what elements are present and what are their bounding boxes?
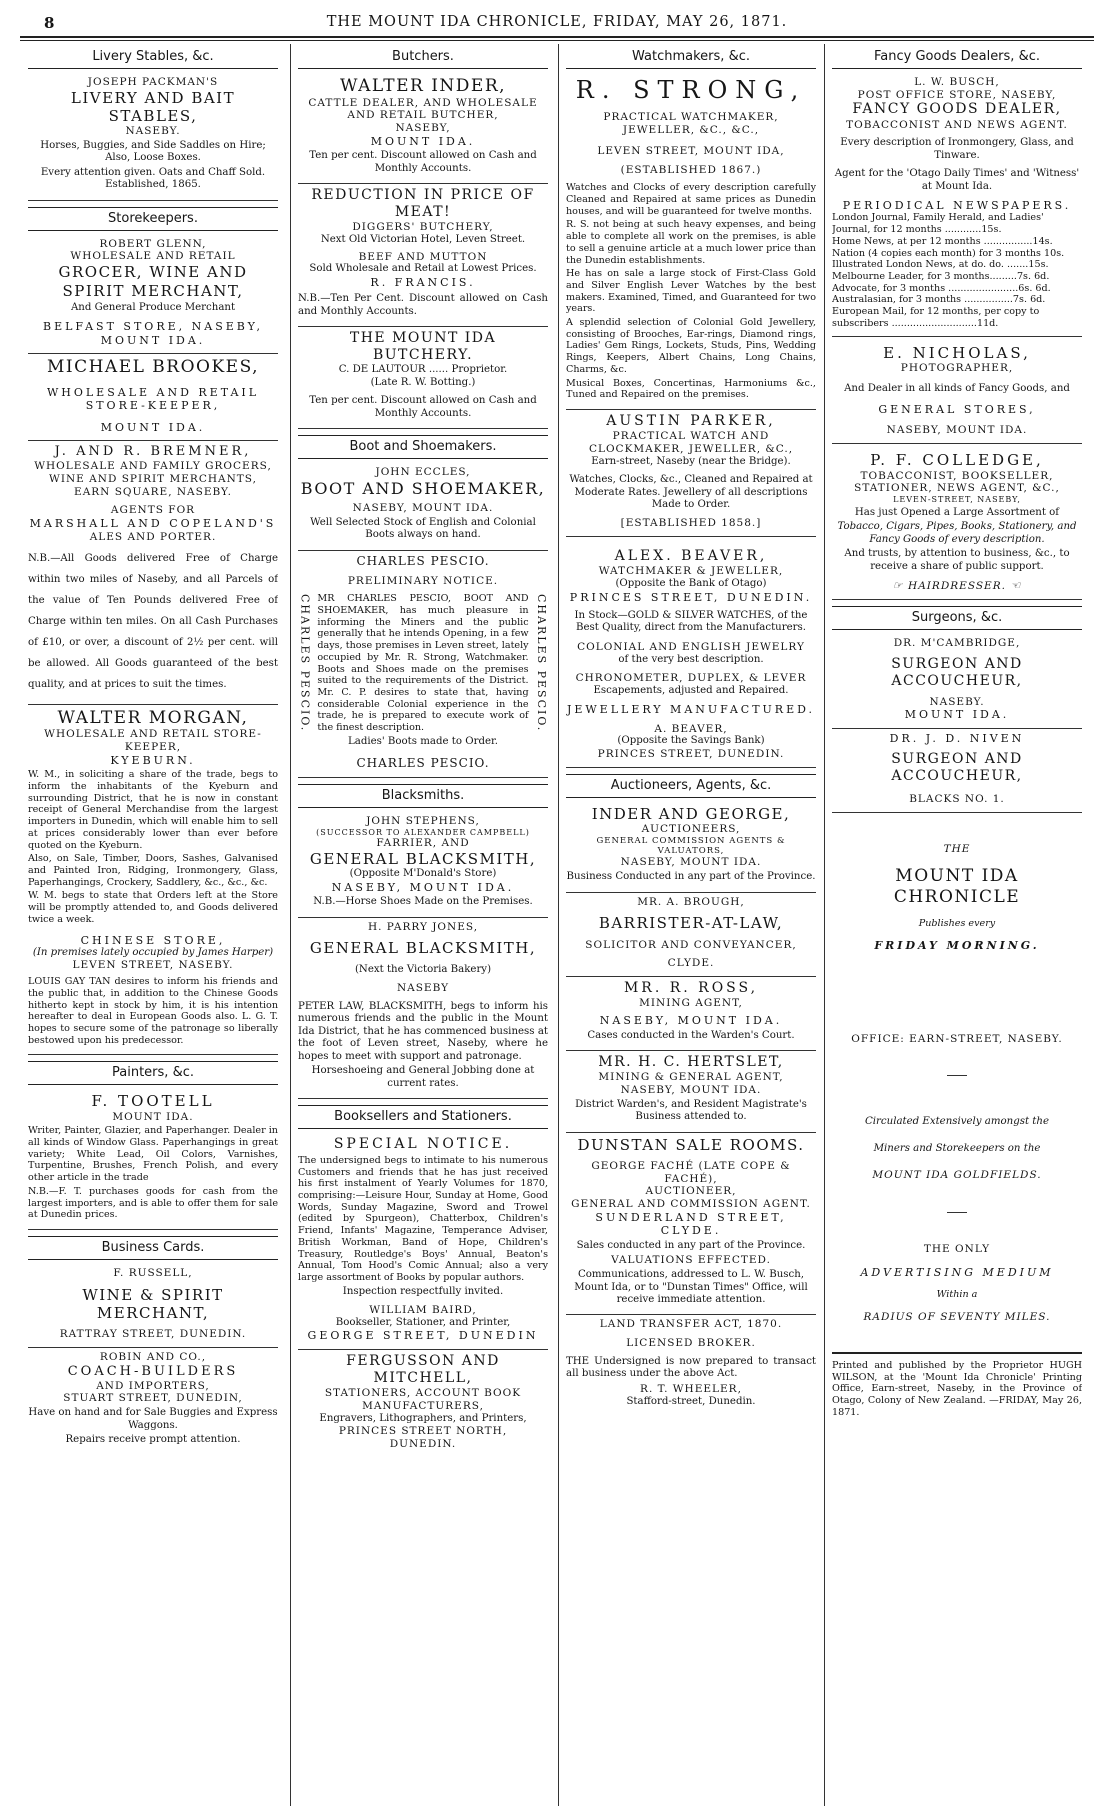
ad-body: District Warden's, and Resident Magistrate's Business attended to. [575,1098,807,1123]
section-heading-painters: Painters, &c. [28,1061,278,1085]
ad-place2: MOUNT IDA. [904,708,1010,722]
ad-city: DUNEDIN. [389,1437,457,1450]
ad-body: Musical Boxes, Concertinas, Harmoniums &c., Tuned and Repaired on the premises. [566,377,816,401]
column-divider [290,44,291,1806]
section-heading-butchers: Butchers. [298,46,548,69]
ad-sub2: FARRIER, AND [376,837,470,850]
chronicle-circ3: MOUNT IDA GOLDFIELDS. [872,1169,1042,1182]
masthead-rule [20,36,1094,38]
ad-place: KYEBURN. [110,753,196,767]
ad-russell [28,1264,278,1348]
price-list-item: London Journal, Family Herald, and Ladies' Journal, for 12 months ............15s. [832,212,1044,236]
ad-line: Escapements, adjusted and Repaired. [593,684,789,696]
ad-place: NASEBY, MOUNT IDA. [620,856,762,869]
ad-place: BLACKS NO. 1. [909,793,1005,806]
ad-est: (ESTABLISHED 1867.) [620,163,762,176]
ad-name: MR. H. C. HERTSLET, [598,1054,784,1070]
price-list-item: Advocate, for 3 months .......................6s. 6d. [832,282,1051,294]
ad-place: NASEBY, MOUNT IDA. [886,424,1028,437]
column-1 [28,46,278,1806]
section-heading-booksellers: Booksellers and Stationers. [298,1105,548,1129]
ad-title: PRACTICAL WATCH AND CLOCKMAKER, JEWELLER, &C., [588,430,794,455]
ad-title: BARRISTER-AT-LAW, [598,914,784,933]
ad-address: Earn-street, Naseby (near the Bridge). [591,455,791,467]
ad-strong [566,73,816,410]
section-heading-storekeepers: Storekeepers. [28,207,278,231]
ad-name: L. W. BUSCH, [914,75,1000,88]
price-list-item: Nation (4 copies each month) for 3 months 10s. [832,247,1065,259]
ad-address: GEORGE STREET, DUNEDIN [307,1329,539,1343]
ad-invite: Inspection respectfully invited. [342,1285,504,1297]
ad-niven [832,729,1082,813]
ad-body: Well Selected Stock of English and Colonial Boots always on hand. [310,517,536,541]
ad-val: VALUATIONS EFFECTED. [611,1254,771,1267]
masthead-title: THE MOUNT IDA CHRONICLE, FRIDAY, MAY 26, 1871. [326,14,788,30]
section-heading-blacksmiths: Blacksmiths. [298,784,548,808]
ad-goods: Tobacco, Cigars, Pipes, Books, Stationery, and Fancy Goods of every description. [837,521,1077,545]
column-3 [566,46,816,1806]
ad-body: W. M., in soliciting a share of the trade, begs to inform the inhabitants of the Kyeburn and surrounding District, that he is now in constant receipt of General Merchandise from the largest importers in Dunedin, which will enable him to sell at prices considerably lower than ever before quoted on the Kyeburn. [28,769,278,851]
ad-name: AUSTIN PARKER, [606,412,776,429]
ad-body: W. M. begs to state that Orders left at the Store will be promptly attended to, and Goods delivered twice a week. [28,890,278,925]
ad-title: THE MOUNT IDA BUTCHERY. [349,330,497,364]
ad-title: PRACTICAL WATCHMAKER, JEWELLER, &C., &C., [603,111,779,136]
ad-body: MR CHARLES PESCIO, BOOT AND SHOEMAKER, has much pleasure in informing the Miners and the public generally that he intends Opening, in a few days, those premises in Leven street, lately occupied by Mr. R. Strong, Watchmaker. Boots and Shoes made on the premises suited to the requirements of the District. Mr. C. P. desires to state that, having considerable Colonial experience in the trade, he is prepared to execute work of the finest description. [317,593,529,734]
ad-place: NASEBY. [929,695,985,708]
ad-name: MR. A. BROUGH, [637,895,745,908]
ad-name: DIGGERS' BUTCHERY, [352,221,494,234]
ad-brough [566,893,816,978]
ad-name: INDER AND GEORGE, [591,804,791,823]
price-list [832,212,1082,329]
short-rule [947,1212,967,1213]
ad-body: Watches and Clocks of every description carefully Cleaned and Repaired at same prices as Dunedin houses, and will be guaranteed for twelve months. [566,182,816,217]
chronicle-pub: Publishes every [918,917,996,929]
ad-name: F. RUSSELL, [113,1266,193,1279]
ad-stores: GENERAL STORES, [878,403,1036,417]
ad-store-body: LOUIS GAY TAN desires to inform his friends and the public that, in addition to the Chinese Goods hitherto kept in stock by him, it is his intention hereafter to deal in European Goods also. L. G. T. hopes to secure some of the patronage so liberally bestowed upon his predecessor. [28,976,278,1046]
ad-name: H. PARRY JONES, [367,920,479,933]
ad-act: LAND TRANSFER ACT, 1870. [599,1318,783,1331]
ad-name: JOSEPH PACKMAN'S [87,75,219,88]
ad-address: (Next the Victoria Bakery) [354,963,492,975]
page-number: 8 [44,14,55,32]
ad-place: MOUNT IDA. [112,1110,194,1123]
ad-title: STATIONERS, ACCOUNT BOOK MANUFACTURERS, [324,1386,522,1412]
ad-body: Have on hand and for Sale Buggies and Express Waggons. [28,1407,278,1431]
ad-title: WATCHMAKER & JEWELLER, [598,565,784,578]
ad-name: CHARLES PESCIO. [356,553,490,568]
ad-title: MINING AGENT, [639,997,743,1010]
ad-stephens [298,812,548,918]
short-rule [947,1075,967,1076]
ad-title: WHOLESALE AND FAMILY GROCERS, WINE AND SPIRIT MERCHANTS, [34,459,272,485]
ad-broker: LICENSED BROKER. [626,1337,756,1350]
ad-name: WILLIAM BAIRD, [369,1304,477,1317]
ad-sub: (SUCCESSOR TO ALEXANDER CAMPBELL) [316,827,530,837]
ad-sub: TOBACCONIST AND NEWS AGENT. [846,118,1068,131]
ad-name: R. T. WHEELER, [640,1382,742,1395]
ad-sign: R. FRANCIS. [370,275,476,289]
ad-inder [298,73,548,184]
hand-pointer-icon: ☞ [892,579,909,593]
ad-title: DUNSTAN SALE ROOMS. [577,1135,805,1154]
ad-title: WHOLESALE AND RETAIL STORE-KEEPER, [44,728,262,754]
ad-firm: MARSHALL AND COPELAND'S [29,517,277,531]
ad-title: FANCY GOODS DEALER, [852,101,1062,118]
ad-body: Has just Opened a Large Assortment of [854,506,1060,518]
ad-body: Business Conducted in any part of the Province. [566,871,816,883]
ad-sub: BEEF AND MUTTON [358,250,488,263]
ad-place: NASEBY, MOUNT IDA. [331,880,515,894]
ad-store-sub: (In premises lately occupied by James Harper) [32,946,274,958]
chronicle-office: OFFICE: EARN-STREET, NASEBY. [851,1032,1063,1045]
ad-body: Ten per cent. Discount allowed on Cash and Monthly Accounts. [309,395,537,419]
ad-name: ROBIN AND CO., [99,1351,207,1363]
ad-body: PETER LAW, BLACKSMITH, begs to inform his numerous friends and the public in the Mount Ida District, that he has commenced business at the foot of Leven street, Naseby, where he hopes to meet with support and patronage. [298,1000,548,1062]
ad-body: N.B.—F. T. purchases goods for cash from the largest importers, and is able to offer them for sale at Dunedin prices. [28,1185,278,1221]
chronicle-name: MOUNT IDA CHRONICLE [893,866,1021,907]
ad-parker [566,410,816,537]
ad-packman [28,73,278,201]
ad-address: SUNDERLAND STREET, [595,1211,787,1225]
ad-address: RATTRAY STREET, DUNEDIN. [59,1328,247,1341]
ad-body: R. S. not being at such heavy expenses, and being able to complete all work on the premises, is able to sell a genuine article at a much lower price than the Dunedin establishments. [566,219,816,266]
chronicle-adv: ADVERTISING MEDIUM [860,1265,1054,1279]
ad-opp: (Opposite the Bank of Otago) [615,578,767,590]
ad-address: LEVEN-STREET, NASEBY, [893,495,1021,505]
ad-title: TOBACCONIST, BOOKSELLER, STATIONER, NEWS AGENT, &C., [854,469,1060,495]
ad-agents: AGENTS FOR [110,504,196,517]
ad-name: FERGUSSON AND MITCHELL, [346,1352,500,1386]
ad-side-label: CHARLES PESCIO. [298,594,312,733]
ad-ales: ALES AND PORTER. [89,530,217,543]
section-heading-business: Business Cards. [28,1236,278,1260]
ad-title: SURGEON AND ACCOUCHEUR, [891,655,1023,689]
ad-sub: GENERAL COMMISSION AGENTS & VALUATORS, [596,835,786,856]
ad-name: DR. M'CAMBRIDGE, [893,636,1021,649]
ad-name: WALTER MORGAN, [57,707,249,728]
ad-title: PHOTOGRAPHER, [900,361,1014,374]
chronicle-within: Within a [936,1289,978,1301]
column-divider [824,44,825,1806]
ad-name: E. NICHOLAS, [883,343,1031,362]
ad-name: J. AND R. BREMNER, [54,444,252,460]
ad-glenn [28,235,278,354]
ad-place2: MOUNT IDA. [370,134,476,148]
price-list-item: Illustrated London News, at do. do. .......15s. [832,259,1049,271]
ad-place: NASEBY, MOUNT IDA. [599,1014,783,1028]
ad-sub: SOLICITOR AND CONVEYANCER, [585,938,797,951]
ad-name: ROBERT GLENN, [99,237,207,250]
hand-pointer-icon: ☜ [1005,579,1022,593]
ad-name: WALTER INDER, [339,75,507,96]
ad-reduction [298,184,548,327]
ad-body: Engravers, Lithographers, and Printers, [319,1412,527,1424]
masthead-rule-thin [20,40,1094,41]
ad-ross [566,977,816,1051]
ad-place: NASEBY. [125,125,181,138]
ad-body: And General Produce Merchant [70,301,236,313]
section-heading-auctioneers: Auctioneers, Agents, &c. [566,774,816,798]
ad-body: And Dealer in all kinds of Fancy Goods, and [844,382,1070,394]
ad-hertslet [566,1051,816,1133]
ad-name: MICHAEL BROOKES, [46,357,260,378]
ad-subtitle: WHOLESALE AND RETAIL [70,250,236,263]
ad-name: ALEX. BEAVER, [614,548,768,565]
ad-agent: Agent for the 'Otago Daily Times' and 'Witness' at Mount Ida. [834,168,1080,192]
ad-name: C. DE LAUTOUR ...... Proprietor. [338,364,508,376]
ad-place: MOUNT IDA. [100,420,206,434]
ad-sub: AND IMPORTERS, [96,1379,210,1392]
ad-name: MR. R. ROSS, [623,980,759,997]
ad-place: NASEBY, MOUNT IDA. [620,1083,762,1096]
ad-robin [28,1348,278,1455]
ad-title: WHOLESALE AND RETAIL STORE-KEEPER, [46,385,260,413]
column-divider [558,44,559,1806]
ad-body: Every attention given. Oats and Chaff Sold. Established, 1865. [40,166,266,191]
ad-inder-george [566,802,816,893]
ad-address: LEVEN STREET, MOUNT IDA, [597,144,785,157]
ad-sign3: PRINCES STREET, DUNEDIN. [597,747,785,760]
ad-body: N.B.—All Goods delivered Free of Charge within two miles of Naseby, and all Parcels of the value of Ten Pounds delivered Free of Charge within ten miles. On all Cash Purchases of £10, or over, a discount of 2½ per cent. will be allowed. All Goods guaranteed of the best quality, and at prices to suit the times. [28,553,278,690]
ad-body: Watches, Clocks, &c., Cleaned and Repaired at Moderate Rates. Jewellery of all descriptions Made to Order. [569,474,813,510]
ad-fergusson [298,1350,548,1457]
ad-title: MINING & GENERAL AGENT, [598,1071,784,1084]
section-heading-boot: Boot and Shoemakers. [298,435,548,459]
ad-body: Every description of Ironmongery, Glass, and Tinware. [840,137,1074,161]
section-heading-livery: Livery Stables, &c. [28,46,278,69]
ad-dunstan [566,1133,816,1316]
ad-address: PRINCES STREET NORTH, [338,1424,508,1437]
ad-title: GENERAL BLACKSMITH, [309,939,537,958]
ad-body: Horses, Buggies, and Side Saddles on Hire; Also, Loose Boxes. [40,140,266,164]
ad-nicholas [832,337,1082,445]
ad-mcambridge [832,634,1082,729]
ad-body: Horseshoeing and General Jobbing done at current rates. [311,1065,535,1089]
ad-place: NASEBY, [395,122,451,135]
ad-sign: CHARLES PESCIO. [356,756,490,771]
masthead [20,10,1094,34]
ad-name: DR. J. D. NIVEN [889,731,1025,745]
ad-address: Next Old Victorian Hotel, Leven Street. [320,234,526,246]
price-list-item: Australasian, for 3 months ................7s. 6d. [832,294,1046,306]
ad-baird [298,1133,548,1350]
ad-store-addr: LEVEN STREET, NASEBY. [72,959,234,972]
ad-sub: Bookseller, Stationer, and Printer, [335,1316,511,1328]
hairdresser-label: HAIRDRESSER. [908,580,1006,593]
ad-body: Sales conducted in any part of the Province. [576,1239,806,1251]
section-heading-surgeons: Surgeons, &c. [832,606,1082,630]
section-heading-watchmakers: Watchmakers, &c. [566,46,816,69]
ad-mi-butchery [298,327,548,429]
ad-address: STUART STREET, DUNEDIN, [63,1392,243,1405]
ad-name: R. STRONG, [575,75,807,104]
ad-body: Also, on Sale, Timber, Doors, Sashes, Galvanised and Painted Iron, Ridging, Ironmongery, Glass, Paperhangings, Crockery, Saddlery, &c., &c., &c. [28,853,278,888]
ad-sub: GENERAL AND COMMISSION AGENT. [571,1198,811,1211]
ad-beaver [566,537,816,768]
ad-body: Writer, Painter, Glazier, and Paperhanger. Dealer in all kinds of Window Glass. Paperhangings in great variety; White Lead, Oil Colors, Varnishes, Turpentine, Brushes, French Polish, and every other article in the trade [28,1125,278,1184]
ad-body: Sold Wholesale and Retail at Lowest Prices. [309,263,537,275]
ad-line: of the very best description. [618,653,764,665]
ad-colledge [832,444,1082,600]
ad-body: The undersigned begs to intimate to his numerous Customers and friends that he has just received his first instalment of Yearly Volumes for 1870, comprising:—Leisure Hour, Sunday at Home, Good Words, Sunday Magazine, Sword and Trowel (edited by Spurgeon), Chatterbox, Children's Friend, Infants' Magazine, Temperance Adviser, British Workman, Band of Hope, Children's Treasury, Routledge's Boys' Annual, Beaton's Annual, Tom Hood's Comic Annual; also a very large assortment of Books by popular authors. [298,1154,548,1283]
ad-address: PRINCES STREET, DUNEDIN. [569,590,813,604]
ad-trust: And trusts, by attention to business, &c., to receive a share of public support. [844,548,1070,572]
ad-body: He has on sale a large stock of First-Class Gold and Silver English Lever Watches by the best makers. Examined, Timed, and Guaranteed for two years. [566,268,816,315]
ad-title: CATTLE DEALER, AND WHOLESALE AND RETAIL BUTCHER, [308,96,538,122]
ad-address: POST OFFICE STORE, NASEBY, [857,88,1057,101]
ad-place: NASEBY [396,982,450,995]
price-list-item: Melbourne Leader, for 3 months.........7s. 6d. [832,271,1050,282]
ad-busch [832,73,1082,337]
ad-sign: A. BEAVER, [654,722,728,735]
imprint-text: Printed and published by the Proprietor HUGH WILSON, at the 'Mount Ida Chronicle' Printing Office, Earn-street, Naseby, in the Province of Otago, Colony of New Zealand. —FRIDAY, May 26, 1871. [832,1359,1082,1418]
ad-sign2: (Opposite the Savings Bank) [617,735,765,747]
ad-periodicals: PERIODICAL NEWSPAPERS. [842,199,1072,213]
ad-tootell [28,1089,278,1230]
ad-name: JOHN ECCLES, [375,465,471,478]
ad-title: AUCTIONEERS, [641,822,741,835]
chronicle-circ2: Miners and Storekeepers on the [873,1142,1041,1154]
ad-name: F. TOOTELL [91,1092,215,1111]
ad-address: Stafford-street, Dunedin. [626,1395,756,1407]
ad-comm: Communications, addressed to L. W. Busch, Mount Ida, or to "Dunstan Times" Office, will receive immediate attention. [574,1269,808,1305]
ad-sub: (Late R. W. Botting.) [370,376,476,388]
ad-body: N.B.—Ten Per Cent. Discount allowed on Cash and Monthly Accounts. [298,293,548,317]
chronicle-only: THE ONLY [923,1243,991,1256]
ad-title: COACH-BUILDERS [67,1363,239,1379]
ad-address: EARN SQUARE, NASEBY. [74,485,232,498]
column-2 [298,46,548,1806]
ad-morgan [28,705,278,1056]
ad-line: JEWELLERY MANUFACTURED. [566,703,816,717]
ad-body: N.B.—Horse Shoes Made on the Premises. [313,896,533,908]
ad-side-label: CHARLES PESCIO. [535,594,548,733]
ad-title: SURGEON AND ACCOUCHEUR, [891,751,1023,785]
chronicle-the: THE [943,843,971,856]
column-4 [832,46,1082,1806]
ad-name: JOHN STEPHENS, [366,814,480,827]
chronicle-day: FRIDAY MORNING. [874,939,1040,953]
chronicle-radius: RADIUS OF SEVENTY MILES. [863,1311,1051,1323]
ad-title: SPECIAL NOTICE. [333,1135,513,1152]
ad-chronicle [832,813,1082,1330]
ad-title: REDUCTION IN PRICE OF MEAT! [311,187,535,221]
ad-address: BELFAST STORE, NASEBY, MOUNT IDA. [43,320,263,347]
ad-title: WINE & SPIRIT MERCHANT, [82,1285,224,1322]
ad-place: CLYDE. [667,957,715,970]
ad-body: A splendid selection of Colonial Gold Jewellery, consisting of Brooches, Ear-rings, Diamond rings, Ladies' Gem Rings, Lockets, Studs, Pins, Wedding Rings, Keepers, Albert Chains, Long Chains, Charms, &c. [566,317,816,375]
ad-eccles [298,463,548,551]
ad-name: P. F. COLLEDGE, [870,451,1044,470]
imprint [832,1352,1082,1419]
ad-body: Ladies' Boots made to Order. [348,735,498,747]
section-heading-fancy: Fancy Goods Dealers, &c. [832,46,1082,69]
ad-role: AUCTIONEER, [645,1185,737,1198]
ad-pescio [298,551,548,778]
ad-title: GROCER, WINE AND SPIRIT MERCHANT, [58,263,248,300]
price-list-item: European Mail, for 12 months, per copy to subscribers ............................11d. [832,306,1040,329]
ad-line: CHRONOMETER, DUPLEX, & LEVER [575,672,807,685]
ad-body: THE Undersigned is now prepared to transact all business under the above Act. [566,1355,816,1380]
ad-body: In Stock—GOLD & SILVER WATCHES, of the Best Quality, direct from the Manufacturers. [574,609,808,634]
ad-hairdresser [832,579,1082,593]
ad-body: Repairs receive prompt attention. [65,1434,241,1446]
ad-place: NASEBY, MOUNT IDA. [352,502,494,515]
chronicle-circ: Circulated Extensively amongst the [865,1116,1049,1128]
ad-title: BOOT AND SHOEMAKER, [300,478,546,498]
ad-title: GENERAL BLACKSMITH, [309,850,537,869]
ad-body: Cases conducted in the Warden's Court. [587,1029,795,1041]
price-list-item: Home News, at per 12 months ................14s. [832,235,1053,247]
ad-address: (Opposite M'Donald's Store) [349,868,497,880]
ad-name: GEORGE FACHÉ (LATE COPE & FACHÉ), [591,1159,791,1185]
ad-body: Ten per cent. Discount allowed on Cash and Monthly Accounts. [309,150,537,174]
ad-jones [298,918,548,1099]
ad-line: COLONIAL AND ENGLISH JEWELRY [577,640,805,653]
ad-wheeler [566,1315,816,1414]
ad-title: LIVERY AND BAIT STABLES, [70,88,236,125]
ad-notice: PRELIMINARY NOTICE. [347,574,499,587]
ad-brookes [28,354,278,441]
ad-est: [ESTABLISHED 1858.] [620,517,762,530]
ad-place: CLYDE. [660,1224,722,1238]
ad-bremner [28,441,278,705]
ad-store-title: CHINESE STORE, [80,933,226,947]
